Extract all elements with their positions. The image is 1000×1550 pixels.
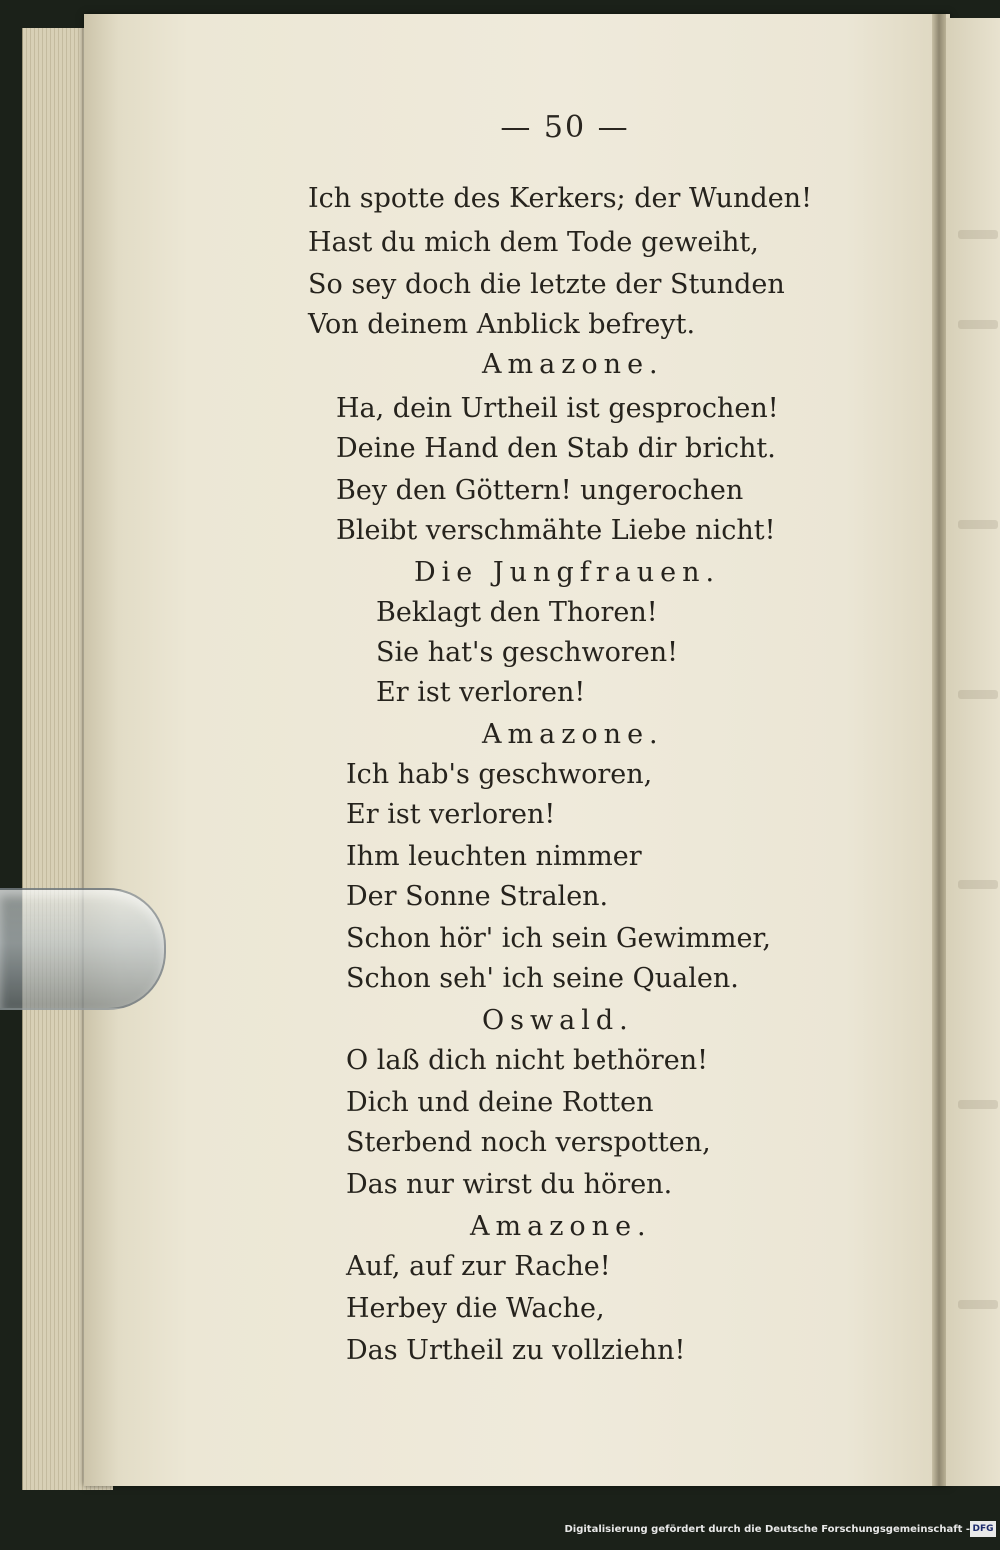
book-gutter [932, 14, 946, 1486]
dfg-logo: DFG [970, 1521, 996, 1537]
verse-line: Bey den Göttern! ungerochen [336, 475, 744, 506]
verse-line: Schon seh' ich seine Qualen. [346, 963, 739, 994]
digitization-credit: Digitalisierung gefördert durch die Deutsche Forschungsgemeinschaft - [564, 1524, 970, 1535]
verse-line: Schon hör' ich sein Gewimmer, [346, 923, 771, 954]
speaker-name: Amazone. [482, 349, 664, 380]
bleed-through-mark [958, 880, 998, 889]
verse-line: Er ist verloren! [346, 799, 556, 830]
speaker-name: Die Jungfrauen. [414, 557, 721, 588]
bleed-through-mark [958, 320, 998, 329]
page-clamp [0, 888, 166, 1010]
verse-line: Er ist verloren! [376, 677, 586, 708]
verse-line: Sterbend noch verspotten, [346, 1127, 711, 1158]
verse-line: Herbey die Wache, [346, 1293, 605, 1324]
verse-line: Der Sonne Stralen. [346, 881, 609, 912]
bleed-through-mark [958, 690, 998, 699]
verse-line: Ha, dein Urtheil ist gesprochen! [336, 393, 779, 424]
verse-line: Dich und deine Rotten [346, 1087, 654, 1118]
verse-line: Das Urtheil zu vollziehn! [346, 1335, 686, 1366]
verse-line: O laß dich nicht bethören! [346, 1045, 708, 1076]
verse-line: Ich hab's geschworen, [346, 759, 653, 790]
speaker-name: Amazone. [482, 719, 664, 750]
bleed-through-mark [958, 1300, 998, 1309]
verse-line: Ihm leuchten nimmer [346, 841, 642, 872]
verse-line: Von deinem Anblick befreyt. [308, 309, 696, 340]
verse-line: Beklagt den Thoren! [376, 597, 658, 628]
verse-line: Bleibt verschmähte Liebe nicht! [336, 515, 776, 546]
verse-line: So sey doch die letzte der Stunden [308, 269, 785, 300]
speaker-name: Oswald. [482, 1005, 634, 1036]
verse-line: Hast du mich dem Tode geweiht, [308, 227, 759, 258]
bleed-through-mark [958, 520, 998, 529]
bleed-through-mark [958, 1100, 998, 1109]
speaker-name: Amazone. [470, 1211, 652, 1242]
verse-line: Das nur wirst du hören. [346, 1169, 673, 1200]
verse-line: Auf, auf zur Rache! [346, 1251, 611, 1282]
verse-line: Deine Hand den Stab dir bricht. [336, 433, 776, 464]
bleed-through-mark [958, 230, 998, 239]
verse-line: Sie hat's geschworen! [376, 637, 679, 668]
verse-line: Ich spotte des Kerkers; der Wunden! [308, 183, 812, 214]
page-number: — 50 — [500, 110, 630, 145]
